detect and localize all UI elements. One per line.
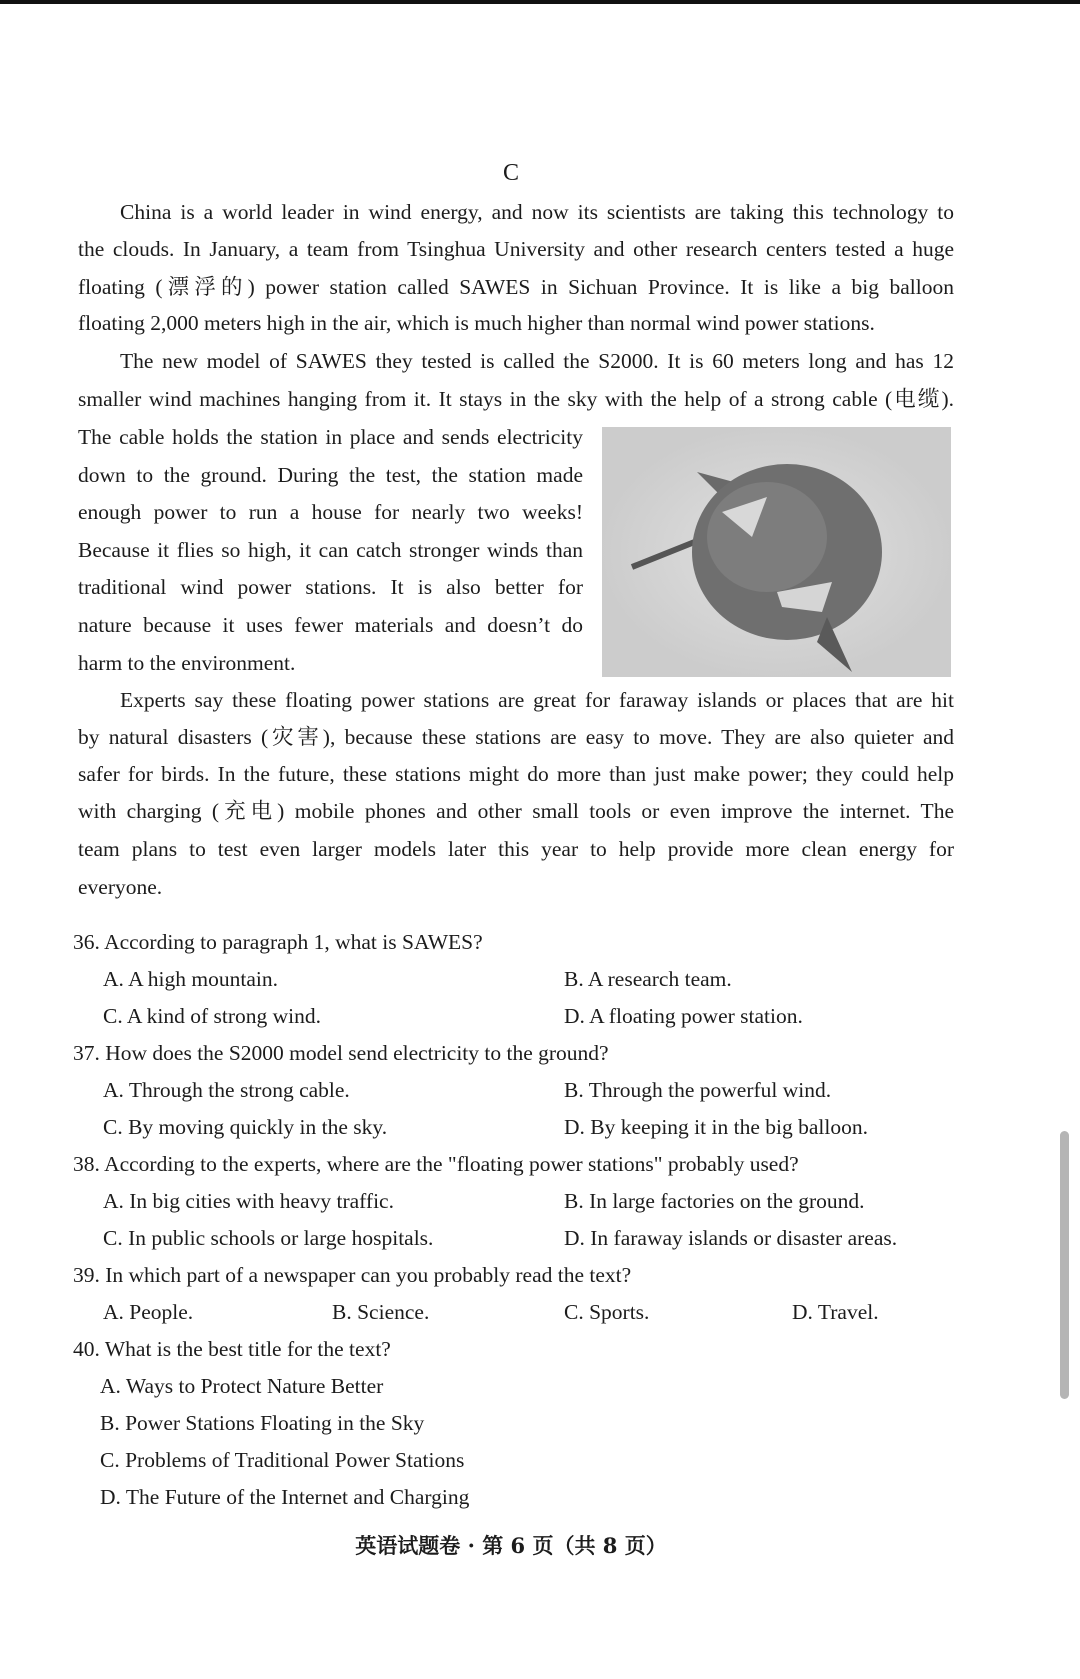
option[interactable]: C. Problems of Traditional Power Stations [100,1448,465,1472]
top-status-bar [0,0,1080,4]
passage-line: with charging (充电) mobile phones and other small tools or even improve the internet. The [78,799,954,823]
question-stem: 38. According to the experts, where are the "floating power stations" probably used? [73,1152,799,1176]
passage-line: The cable holds the station in place and sends electricity [78,425,583,449]
option[interactable]: D. The Future of the Internet and Charging [100,1485,470,1509]
passage-line: harm to the environment. [78,651,296,675]
option[interactable]: C. By moving quickly in the sky. [103,1115,388,1139]
passage-line: nature because it uses fewer materials and doesn’t do [78,613,583,637]
passage-line: smaller wind machines hanging from it. It stays in the sky with the help of a strong cable (电缆). [78,387,954,411]
option[interactable]: C. A kind of strong wind. [103,1004,322,1028]
passage-line: the clouds. In January, a team from Tsinghua University and other research centers tested a huge [78,237,954,261]
option[interactable]: A. In big cities with heavy traffic. [103,1189,394,1213]
passage-line: down to the ground. During the test, the station made [78,463,583,487]
passage-line: Because it flies so high, it can catch stronger winds than [78,538,583,562]
passage-line: traditional wind power stations. It is also better for [78,575,583,599]
passage-line: floating (漂浮的) power station called SAWES in Sichuan Province. It is like a big balloon [78,275,954,299]
floating-power-station-photo [602,427,951,677]
option[interactable]: A. Ways to Protect Nature Better [100,1374,384,1398]
option[interactable]: D. By keeping it in the big balloon. [564,1115,868,1139]
page-footer: 英语试题卷 · 第 6 页（共 8 页） [355,1533,667,1558]
passage-line: safer for birds. In the future, these stations might do more than just make power; they could help [78,762,954,786]
section-label: C [502,160,519,186]
scrollbar[interactable] [1060,1131,1069,1399]
passage-line: everyone. [78,875,163,899]
option[interactable]: A. A high mountain. [103,967,278,991]
option[interactable]: B. Science. [332,1300,430,1324]
option[interactable]: B. Through the powerful wind. [564,1078,832,1102]
option[interactable]: D. A floating power station. [564,1004,803,1028]
passage-line: China is a world leader in wind energy, and now its scientists are taking this technology to [120,200,954,224]
question-stem: 39. In which part of a newspaper can you probably read the text? [73,1263,632,1287]
passage-line: The new model of SAWES they tested is called the S2000. It is 60 meters long and has 12 [120,349,954,373]
option[interactable]: B. Power Stations Floating in the Sky [100,1411,425,1435]
passage-line: by natural disasters (灾害), because these stations are easy to move. They are also quieter and [78,725,954,749]
option[interactable]: C. In public schools or large hospitals. [103,1226,434,1250]
passage-line: team plans to test even larger models later this year to help provide more clean energy for [78,837,954,861]
passage-line: floating 2,000 meters high in the air, which is much higher than normal wind power stations. [78,311,875,335]
option[interactable]: B. In large factories on the ground. [564,1189,865,1213]
question-stem: 37. How does the S2000 model send electricity to the ground? [73,1041,609,1065]
option[interactable]: A. Through the strong cable. [103,1078,350,1102]
passage-line: Experts say these floating power stations are great for faraway islands or places that are hit [120,688,954,712]
option[interactable]: D. In faraway islands or disaster areas. [564,1226,898,1250]
option[interactable]: A. People. [103,1300,194,1324]
option[interactable]: C. Sports. [564,1300,650,1324]
passage-line: enough power to run a house for nearly two weeks! [78,500,583,524]
option[interactable]: D. Travel. [792,1300,879,1324]
option[interactable]: B. A research team. [564,967,732,991]
question-stem: 40. What is the best title for the text? [73,1337,391,1361]
question-stem: 36. According to paragraph 1, what is SAWES? [73,930,483,954]
